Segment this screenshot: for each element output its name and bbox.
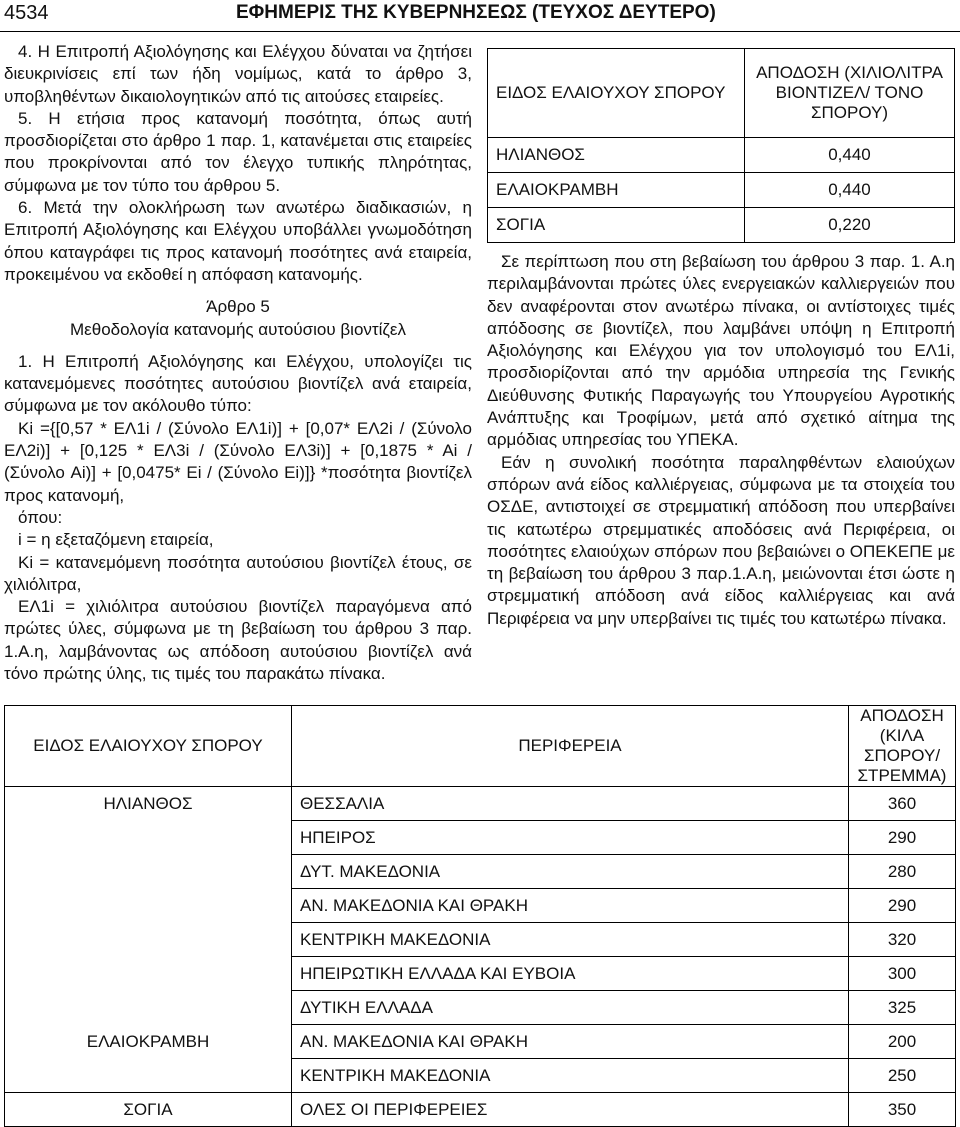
table-row [5, 889, 956, 923]
seed-kind-cell: ΣΟΓΙΑ [5, 1093, 292, 1127]
article-number: Άρθρο 5 [206, 297, 270, 317]
running-title: ΕΦΗΜΕΡΙΣ ΤΗΣ ΚΥΒΕΡΝΗΣΕΩΣ (ΤΕΥΧΟΣ ΔΕΥΤΕΡΟ) [236, 2, 716, 23]
table-row [5, 787, 956, 821]
yield-value-cell: 0,220 [745, 208, 955, 243]
table-row [5, 957, 956, 991]
seed-kind-cell: ΗΛΙΑΝΘΟΣ [488, 138, 745, 173]
region-table-header [5, 706, 956, 787]
yield-value-cell: 0,440 [745, 138, 955, 173]
seed-kind-cell [5, 1059, 292, 1093]
definition-el1i: ΕΛ1i = χιλιόλιτρα αυτούσιου βιοντίζελ παραγόμενα από πρώτες ύλες, σύμφωνα με τη βεβαίωση του άρθρου 3 παρ. 1.Α.η, λαμβάνοντας ως απόδοση αυτούσιου βιοντίζελ ανά τόνο πρώτης ύλης, τις τιμές του παρακάτω πίνακα. [4, 597, 472, 684]
article-title: Μεθοδολογία κατανομής αυτούσιου βιοντίζελ [70, 319, 406, 339]
region-cell: ΚΕΝΤΡΙΚΗ ΜΑΚΕΔΟΝΙΑ [292, 1059, 849, 1093]
yield-value-cell: 290 [849, 889, 956, 923]
region-cell: ΗΠΕΙΡΩΤΙΚΗ ΕΛΛΑΔΑ ΚΑΙ ΕΥΒΟΙΑ [292, 957, 849, 991]
yield-table-col-yield: ΑΠΟΔΟΣΗ (ΧΙΛΙΟΛΙΤΡΑ ΒΙΟΝΤΙΖΕΛ/ ΤΟΝΟ ΣΠΟΡΟΥ) [745, 49, 955, 138]
paragraph-4: 4. Η Επιτροπή Αξιολόγησης και Ελέγχου δύναται να ζητήσει διευκρινίσεις επί των ήδη νομίμως, κατά το άρθρο 3, υποβληθέντων δικαιολογητικών από τις αιτούσες εταιρείες. [4, 42, 472, 106]
right-text [487, 251, 955, 630]
yield-value-cell: 360 [849, 787, 956, 821]
region-table-col-yield: ΑΠΟΔΟΣΗ (ΚΙΛΑ ΣΠΟΡΟΥ/ΣΤΡΕΜΜΑ) [849, 706, 956, 787]
page-header [0, 0, 960, 30]
region-cell: ΑΝ. ΜΑΚΕΔΟΝΙΑ ΚΑΙ ΘΡΑΚΗ [292, 1025, 849, 1059]
seed-kind-cell: ΣΟΓΙΑ [488, 208, 745, 243]
paragraph-other-crops: Σε περίπτωση που στη βεβαίωση του άρθρου 3 παρ. 1. Α.η περιλαμβάνονται πρώτες ύλες ενεργειακών καλλιεργειών που δεν αναφέρονται στον ανωτέρω πίνακα, οι αντίστοιχες τιμές απόδοσης σε βιοντίζελ, που λαμβάνει υπόψη η Επιτροπή Αξιολόγησης και Ελέγχου για τον υπολογισμό του ΕΛ1i, προσδιορίζονται από την αρμόδια υπηρεσία της Γενικής Διεύθυνσης Φυτικής Παραγωγής του Υπουργείου Αγροτικής Ανάπτυξης και Τροφίμων, μετά από σχετικό αίτημα της αρμόδιας υπηρεσίας του ΥΠΕΚΑ. [487, 252, 955, 450]
yield-value-cell: 0,440 [745, 173, 955, 208]
table-row [5, 923, 956, 957]
table-row [5, 1025, 956, 1059]
left-column [4, 41, 472, 685]
region-cell: ΘΕΣΣΑΛΙΑ [292, 787, 849, 821]
region-yield-table [4, 705, 956, 1127]
region-cell: ΚΕΝΤΡΙΚΗ ΜΑΚΕΔΟΝΙΑ [292, 923, 849, 957]
region-table-col-kind: ΕΙΔΟΣ ΕΛΑΙΟΥΧΟΥ ΣΠΟΡΟΥ [5, 706, 292, 787]
table-row [5, 855, 956, 889]
yield-value-cell: 325 [849, 991, 956, 1025]
paragraph-6: 6. Μετά την ολοκλήρωση των ανωτέρω διαδικασιών, η Επιτροπή Αξιολόγησης και Ελέγχου υποβάλλει γνωμοδότηση όπου καταγράφει τις προς κατανομή ποσότητες ανά εταιρεία, προκειμένου να εκδοθεί η απόφαση κατανομής. [4, 198, 472, 284]
article-5-paragraph-1: 1. Η Επιτροπή Αξιολόγησης και Ελέγχου, υπολογίζει τις κατανεμόμενες ποσότητες αυτούσιου βιοντίζελ ανά εταιρεία, σύμφωνα με τον ακόλουθο τύπο: [4, 351, 472, 416]
region-yield-table-wrapper [4, 705, 956, 1127]
yield-value-cell: 250 [849, 1059, 956, 1093]
allocation-formula: Ki ={[0,57 * ΕΛ1i / (Σύνολο ΕΛ1i)] + [0,07* ΕΛ2i / (Σύνολο ΕΛ2i)] + [0,125 * ΕΛ3i / (Σύνολο ΕΛ3i)] + [0,1875 * Ai / (Σύνολο Ai)] + [0,0475* Ei / (Σύνολο Ei)]} *ποσότητα βιοντίζελ προς κατανομή, [4, 418, 472, 505]
table-row [5, 991, 956, 1025]
seed-kind-cell [5, 821, 292, 855]
table-row [5, 1093, 956, 1127]
yield-table-col-kind: ΕΙΔΟΣ ΕΛΑΙΟΥΧΟΥ ΣΠΟΡΟΥ [488, 49, 745, 138]
yield-value-cell: 280 [849, 855, 956, 889]
region-cell: ΟΛΕΣ ΟΙ ΠΕΡΙΦΕΡΕΙΕΣ [292, 1093, 849, 1127]
table-row [488, 208, 955, 243]
seed-kind-cell: ΕΛΑΙΟΚΡΑΜΒΗ [488, 173, 745, 208]
yield-value-cell: 320 [849, 923, 956, 957]
yield-table [487, 48, 955, 243]
seed-kind-cell [5, 991, 292, 1025]
table-row [488, 138, 955, 173]
region-table-col-region: ΠΕΡΙΦΕΡΕΙΑ [292, 706, 849, 787]
yield-value-cell: 200 [849, 1025, 956, 1059]
where-label: όπου: [18, 507, 63, 527]
table-row [5, 1059, 956, 1093]
paragraph-5: 5. Η ετήσια προς κατανομή ποσότητα, όπως αυτή προσδιορίζεται στο άρθρο 1 παρ. 1, κατανέμεται στις εταιρείες που προκρίνονται από τον έλεγχο τυπικής πληρότητας, σύμφωνα με τον τύπο του άρθρου 5. [4, 108, 472, 195]
seed-kind-cell: ΕΛΑΙΟΚΡΑΜΒΗ [5, 1025, 292, 1059]
definition-ki: Ki = κατανεμόμενη ποσότητα αυτούσιου βιοντίζελ έτους, σε χιλιόλιτρα, [4, 552, 472, 594]
right-column [487, 48, 955, 630]
table-row [5, 821, 956, 855]
seed-kind-cell [5, 923, 292, 957]
yield-value-cell: 300 [849, 957, 956, 991]
seed-kind-cell [5, 889, 292, 923]
seed-kind-cell: ΗΛΙΑΝΘΟΣ [5, 787, 292, 821]
seed-kind-cell [5, 855, 292, 889]
region-cell: ΑΝ. ΜΑΚΕΔΟΝΙΑ ΚΑΙ ΘΡΑΚΗ [292, 889, 849, 923]
header-rule [0, 31, 960, 32]
yield-value-cell: 290 [849, 821, 956, 855]
region-cell: ΗΠΕΙΡΟΣ [292, 821, 849, 855]
paragraph-yield-cap: Εάν η συνολική ποσότητα παραληφθέντων ελαιούχων σπόρων ανά είδος καλλιέργειας, σύμφωνα με τα στοιχεία του ΟΣΔΕ, αντιστοιχεί σε στρεμματική απόδοση που υπερβαίνει τις κατωτέρω στρεμματικές αποδόσεις ανά Περιφέρεια, οι ποσότητες ελαιούχων σπόρων που βεβαιώνει ο ΟΠΕΚΕΠΕ με τη βεβαίωση του άρθρου 3 παρ.1.Α.η, μειώνονται έτσι ώστε η στρεμματική απόδοση ανά είδος καλλιέργειας και ανά Περιφέρεια να μην υπερβαίνει τις τιμές του κατωτέρω πίνακα. [487, 452, 955, 628]
region-cell: ΔΥΤ. ΜΑΚΕΔΟΝΙΑ [292, 855, 849, 889]
table-row [488, 173, 955, 208]
yield-value-cell: 350 [849, 1093, 956, 1127]
yield-table-header [488, 49, 955, 138]
page-number: 4534 [4, 2, 49, 24]
seed-kind-cell [5, 957, 292, 991]
region-cell: ΔΥΤΙΚΗ ΕΛΛΑΔΑ [292, 991, 849, 1025]
definition-i: i = η εξεταζόμενη εταιρεία, [18, 530, 214, 550]
